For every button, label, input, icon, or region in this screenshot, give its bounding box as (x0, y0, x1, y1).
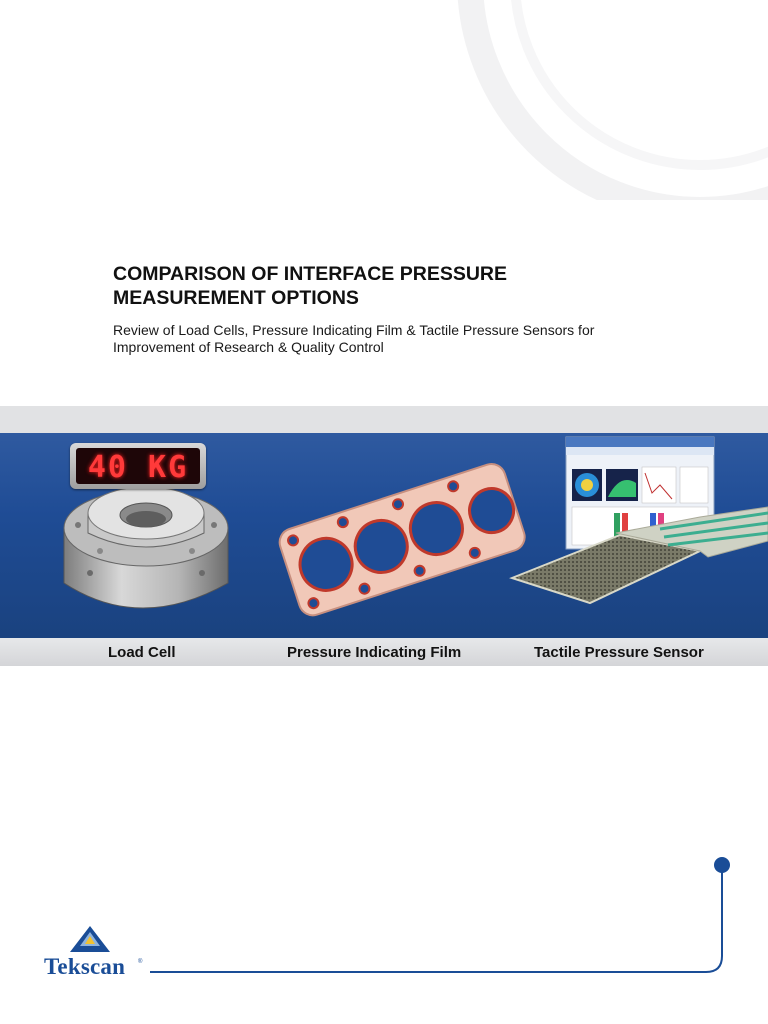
pressure-film-image (276, 460, 528, 619)
tekscan-logo-mark-icon (68, 924, 112, 954)
decorative-arcs (0, 0, 768, 200)
title-line-2: MEASUREMENT OPTIONS (113, 287, 359, 309)
subtitle-line-2: Improvement of Research & Quality Control (113, 339, 384, 355)
banner-label-strip (0, 638, 768, 666)
subtitle-line-1: Review of Load Cells, Pressure Indicating Film & Tactile Pressure Sensors for (113, 322, 595, 338)
label-tactile-pressure-sensor: Tactile Pressure Sensor (534, 644, 704, 661)
document-title (113, 262, 713, 310)
document-subtitle (113, 322, 713, 356)
tekscan-logo (44, 924, 144, 984)
brand-name: Tekscan (44, 954, 126, 979)
label-load-cell: Load Cell (108, 644, 176, 661)
load-cell-image (64, 487, 228, 608)
weight-readout-display (70, 443, 206, 489)
registered-mark: ® (138, 959, 143, 965)
banner-top-strip (0, 406, 768, 433)
title-line-1: COMPARISON OF INTERFACE PRESSURE (113, 263, 508, 285)
footer-dot-icon (714, 857, 730, 873)
weight-readout-value: 40 KG (87, 450, 189, 485)
title-block (113, 262, 713, 356)
label-pressure-indicating-film: Pressure Indicating Film (287, 644, 462, 661)
product-banner (0, 433, 768, 638)
